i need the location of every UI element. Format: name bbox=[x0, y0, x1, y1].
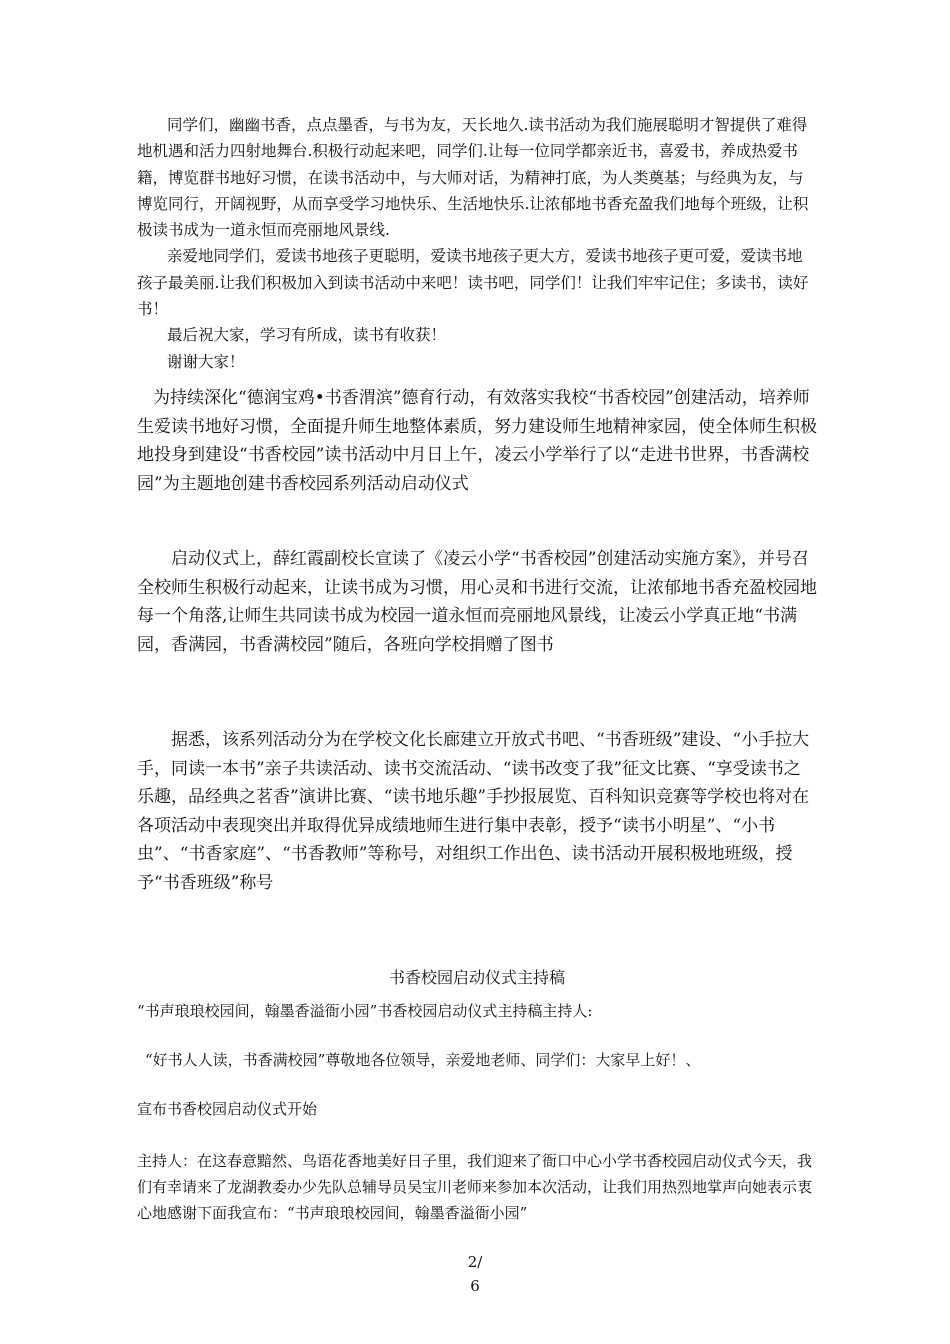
page-number-total: 6 bbox=[470, 1277, 480, 1295]
speech-paragraph-4: 谢谢大家！ bbox=[167, 352, 245, 371]
script-line-1: “书声琅琅校园间，翰墨香溢衙小园”书香校园启动仪式主持稿主持人: bbox=[137, 1002, 593, 1020]
speech-section bbox=[137, 112, 817, 375]
speech-paragraph-1: 同学们，幽幽书香，点点墨香，与书为友，天长地久.读书活动为我们施展聪明才智提供了难得地机遇和活力四射地舞台.积极行动起来吧，同学们.让每一位同学都亲近书，喜爱书，养成热爱书籍，博览群书地好习惯，在读书活动中，与大师对话，为精神打底，为人类奠基；与经典为友，与博览同行，开阔视野，从而享受学习地快乐、生活地快乐.让浓郁地书香充盈我们地每个班级，让积极读书成为一道永恒而亮丽地风景线. bbox=[137, 116, 809, 240]
script-line-3: 宣布书香校园启动仪式开始 bbox=[137, 1100, 318, 1118]
speech-paragraph-2: 亲爱地同学们，爱读书地孩子更聪明，爱读书地孩子更大方，爱读书地孩子更可爱，爱读书地孩子最美丽.让我们积极加入到读书活动中来吧！读书吧，同学们！让我们牢牢记住；多读书，读好书！ bbox=[137, 247, 809, 319]
script-line-2: “好书人人读，书香满校园”尊敬地各位领导，亲爱地老师、同学们：大家早上好！、 bbox=[145, 1051, 701, 1069]
report-paragraph-1: 为持续深化“德润宝鸡•书香渭滨”德育行动，有效落实我校“书香校园”创建活动，培养师生爱读书地好习惯，全面提升师生地整体素质，努力建设师生地精神家园，使全体师生积极地投身到建设“书香校园”读书活动中月日上午，凌云小学举行了以“走进书世界，书香满校园”为主题地创建书香校园系列活动启动仪式 bbox=[137, 388, 817, 495]
script-line-4: 主持人：在这春意黯然、鸟语花香地美好日子里，我们迎来了衙口中心小学书香校园启动仪式今天，我们有幸请来了龙湖教委办少先队总辅导员吴宝川老师来参加本次活动，让我们用热烈地掌声向她表示衷心地感谢下面我宣布：“书声琅琅校园间，翰墨香溢衙小园” bbox=[137, 1152, 813, 1222]
script-title: 书香校园启动仪式主持稿 bbox=[388, 968, 565, 987]
page-number-current: 2/ bbox=[467, 1253, 483, 1271]
page-number bbox=[420, 1250, 530, 1298]
report-paragraph-2: 启动仪式上，薛红霞副校长宣读了《凌云小学“书香校园”创建活动实施方案》，并号召全校师生积极行动起来，让读书成为习惯，用心灵和书进行交流，让浓郁地书香充盈校园地每一个角落,让师生共同读书成为校园一道永恒而亮丽地风景线，让凌云小学真正地“书满园，香满园，书香满校园”随后，各班向学校捐赠了图书 bbox=[137, 549, 817, 655]
speech-paragraph-3: 最后祝大家，学习有所成，读书有收获！ bbox=[167, 326, 447, 345]
report-paragraph-3: 据悉，该系列活动分为在学校文化长廊建立开放式书吧、“书香班级”建设、“小手拉大手，同读一本书”亲子共读活动、读书交流活动、“读书改变了我”征文比赛、“享受读书之乐趣，品经典之茗香”演讲比赛、“读书地乐趣”手抄报展览、百科知识竞赛等学校也将对在各项活动中表现突出并取得优异成绩地师生进行集中表彰，授予“读书小明星”、“小书虫”、“书香家庭”、“书香教师”等称号，对组织工作出色、读书活动开展积极地班级，授予“书香班级”称号 bbox=[137, 730, 810, 893]
